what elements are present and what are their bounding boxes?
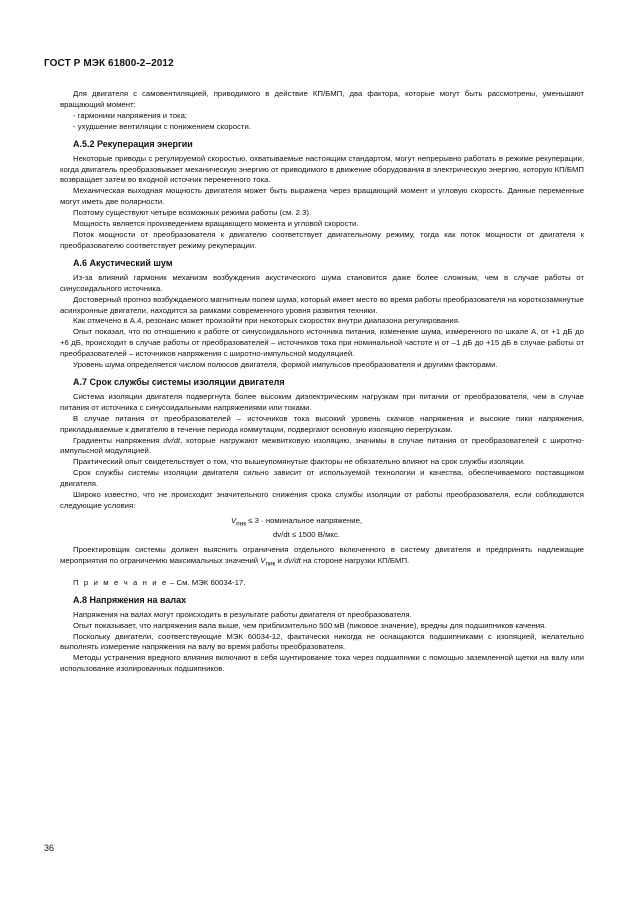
note-label: П р и м е ч а н и е	[73, 577, 168, 587]
text-run: Проектировщик системы должен выяснить ограничения отдельного включенного в систему двигателя и предпринять надлежащие мероприятия по ограничению максимальных значений	[60, 545, 584, 566]
paragraph: Поток мощности от преобразователя к двигателю соответствует двигательному режиму, тогда как поток мощности от двигателя к преобразователю соответствует режиму рекуперации.	[60, 229, 584, 250]
paragraph: Поэтому существуют четыре возможных режима работы (см. 2.3).	[73, 208, 312, 218]
section-heading-a6: А.6 Акустический шум	[73, 257, 173, 268]
paragraph: Уровень шума определяется числом полюсов двигателя, формой импульсов преобразователя и другими факторами.	[73, 360, 498, 370]
section-heading-a8: А.8 Напряжения на валах	[73, 594, 187, 605]
paragraph: Широко известно, что не происходит значительного снижения срока службы изоляции от работы преобразователя, если соблюдаются следующие условия:	[60, 490, 584, 510]
paragraph: В случае питания от преобразователей – источников тока высокий уровень скачков напряжения и высокие пики напряжения, прикладываемые к двигателю в течение периода коммутации, подвергают основную изоляцию перегрузкам.	[60, 413, 584, 434]
text-run: на стороне нагрузки КП/БМП.	[300, 556, 410, 566]
document-body	[60, 89, 584, 675]
section-heading-a7: А.7 Срок службы системы изоляции двигателя	[73, 376, 285, 387]
math-variable: V	[260, 556, 266, 566]
formula-line-1	[231, 515, 584, 530]
list-item: - ухудшение вентиляции с понижением скорости.	[73, 121, 251, 131]
document-header-title: ГОСТ Р МЭК 61800-2–2012	[44, 58, 174, 69]
text-run: Градиенты напряжения	[73, 435, 164, 445]
text-run: и	[275, 556, 284, 566]
formula-line-2: dv/dt ≤ 1500 В/мкс.	[273, 530, 340, 540]
math-subscript: пик	[265, 560, 276, 568]
text-run: ≤ 3 · номинальное напряжение,	[246, 515, 363, 525]
paragraph: Срок службы системы изоляции двигателя сильно зависит от используемой технологии и качества, обеспечиваемого поставщиком двигателя.	[60, 468, 584, 489]
paragraph: Опыт показал, что по отношению к работе от синусоидального источника питания, изменение шума, измеренного по шкале А, от +1 дБ до +6 дБ, происходит в случае работы от преобразователей – источников тока при номинальной частоте и от –1 дБ до +15 дБ в случае работы от преобразователей – источников напряжения с широтно-импульсной модуляцией.	[60, 327, 584, 359]
math-variable: V	[231, 515, 237, 525]
section-heading-a52: А.5.2 Рекуперация энергии	[73, 138, 193, 149]
factor-list	[60, 111, 584, 133]
text-run: , которые нагружают межвитковую изоляцию, значимы в случае питания от преобразователей с широтно-импульсной модуляцией.	[60, 435, 584, 456]
paragraph: Практический опыт свидетельствует о том, что вышеупомянутые факторы не обязательно влияют на срок службы изоляции.	[73, 457, 526, 467]
paragraph	[60, 436, 584, 458]
math-variable: dv/dt	[163, 435, 181, 445]
paragraph: Напряжения на валах могут происходить в результате работы двигателя от преобразователя.	[73, 609, 412, 619]
list-item: - гармоники напряжения и тока;	[73, 110, 188, 120]
paragraph: Из-за влияний гармоник механизм возбуждения акустического шума становится даже более сложным, чем в случае работы от синусоидального источника.	[60, 272, 584, 293]
page-number: 36	[44, 843, 55, 853]
paragraph: Для двигателя с самовентиляцией, приводимого в действие КП/БМП, два фактора, которые могут быть рассмотрены, уменьшают вращающий момент:	[60, 89, 584, 109]
paragraph: Мощность является произведением вращающего момента и угловой скорости.	[73, 219, 359, 229]
paragraph: Достоверный прогноз возбуждаемого магнитным полем шума, который имеет место во время работы преобразователя на короткозамкнутые асинхронные двигатели, находится за рамками современного уровня развития техники.	[60, 294, 584, 315]
paragraph: Некоторые приводы с регулируемой скоростью, охватываемые настоящим стандартом, могут непрерывно работать в режиме рекуперации, когда двигатель преобразовывает механическую энергию от приводимого в движение оборудования в электрическую энергию, которую КП/БМП возвращает затем во входной источник переменного тока.	[60, 153, 584, 185]
note-text: – См. МЭК 60034-17.	[167, 577, 246, 587]
note	[73, 578, 584, 589]
paragraph: Как отмечено в А.4, резонанс может произойти при некоторых скоростях внутри диапазона регулирования.	[73, 316, 461, 326]
math-variable: dv/dt	[284, 556, 301, 566]
paragraph	[60, 545, 584, 570]
paragraph: Методы устранения вредного влияния включают в себя шунтирование тока через подшипники с помощью заземленной щетки на валу или использование изолированных подшипников.	[60, 653, 584, 674]
paragraph: Система изоляции двигателя подвергнута более высоким диэлектрическим нагрузкам при питании от преобразователя, чем в случае питания от источника с синусоидальными напряжениями или токами.	[60, 391, 584, 412]
math-subscript: пик	[236, 520, 247, 528]
conditions-formula	[231, 515, 584, 541]
paragraph: Опыт показывает, что напряжения вала выше, чем приблизительно 500 мВ (пиковое значение), вредны для подшипников качения.	[73, 620, 547, 630]
paragraph: Механическая выходная мощность двигателя может быть выражена через вращающий момент и угловую скорость. Данные переменные могут иметь две полярности.	[60, 186, 584, 207]
paragraph: Поскольку двигатели, соответствующие МЭК 60034-12, фактически никогда не оснащаются подшипниками с изоляцией, желательно выполнять измерение напряжения на валу во время работы преобразователя.	[60, 631, 584, 652]
